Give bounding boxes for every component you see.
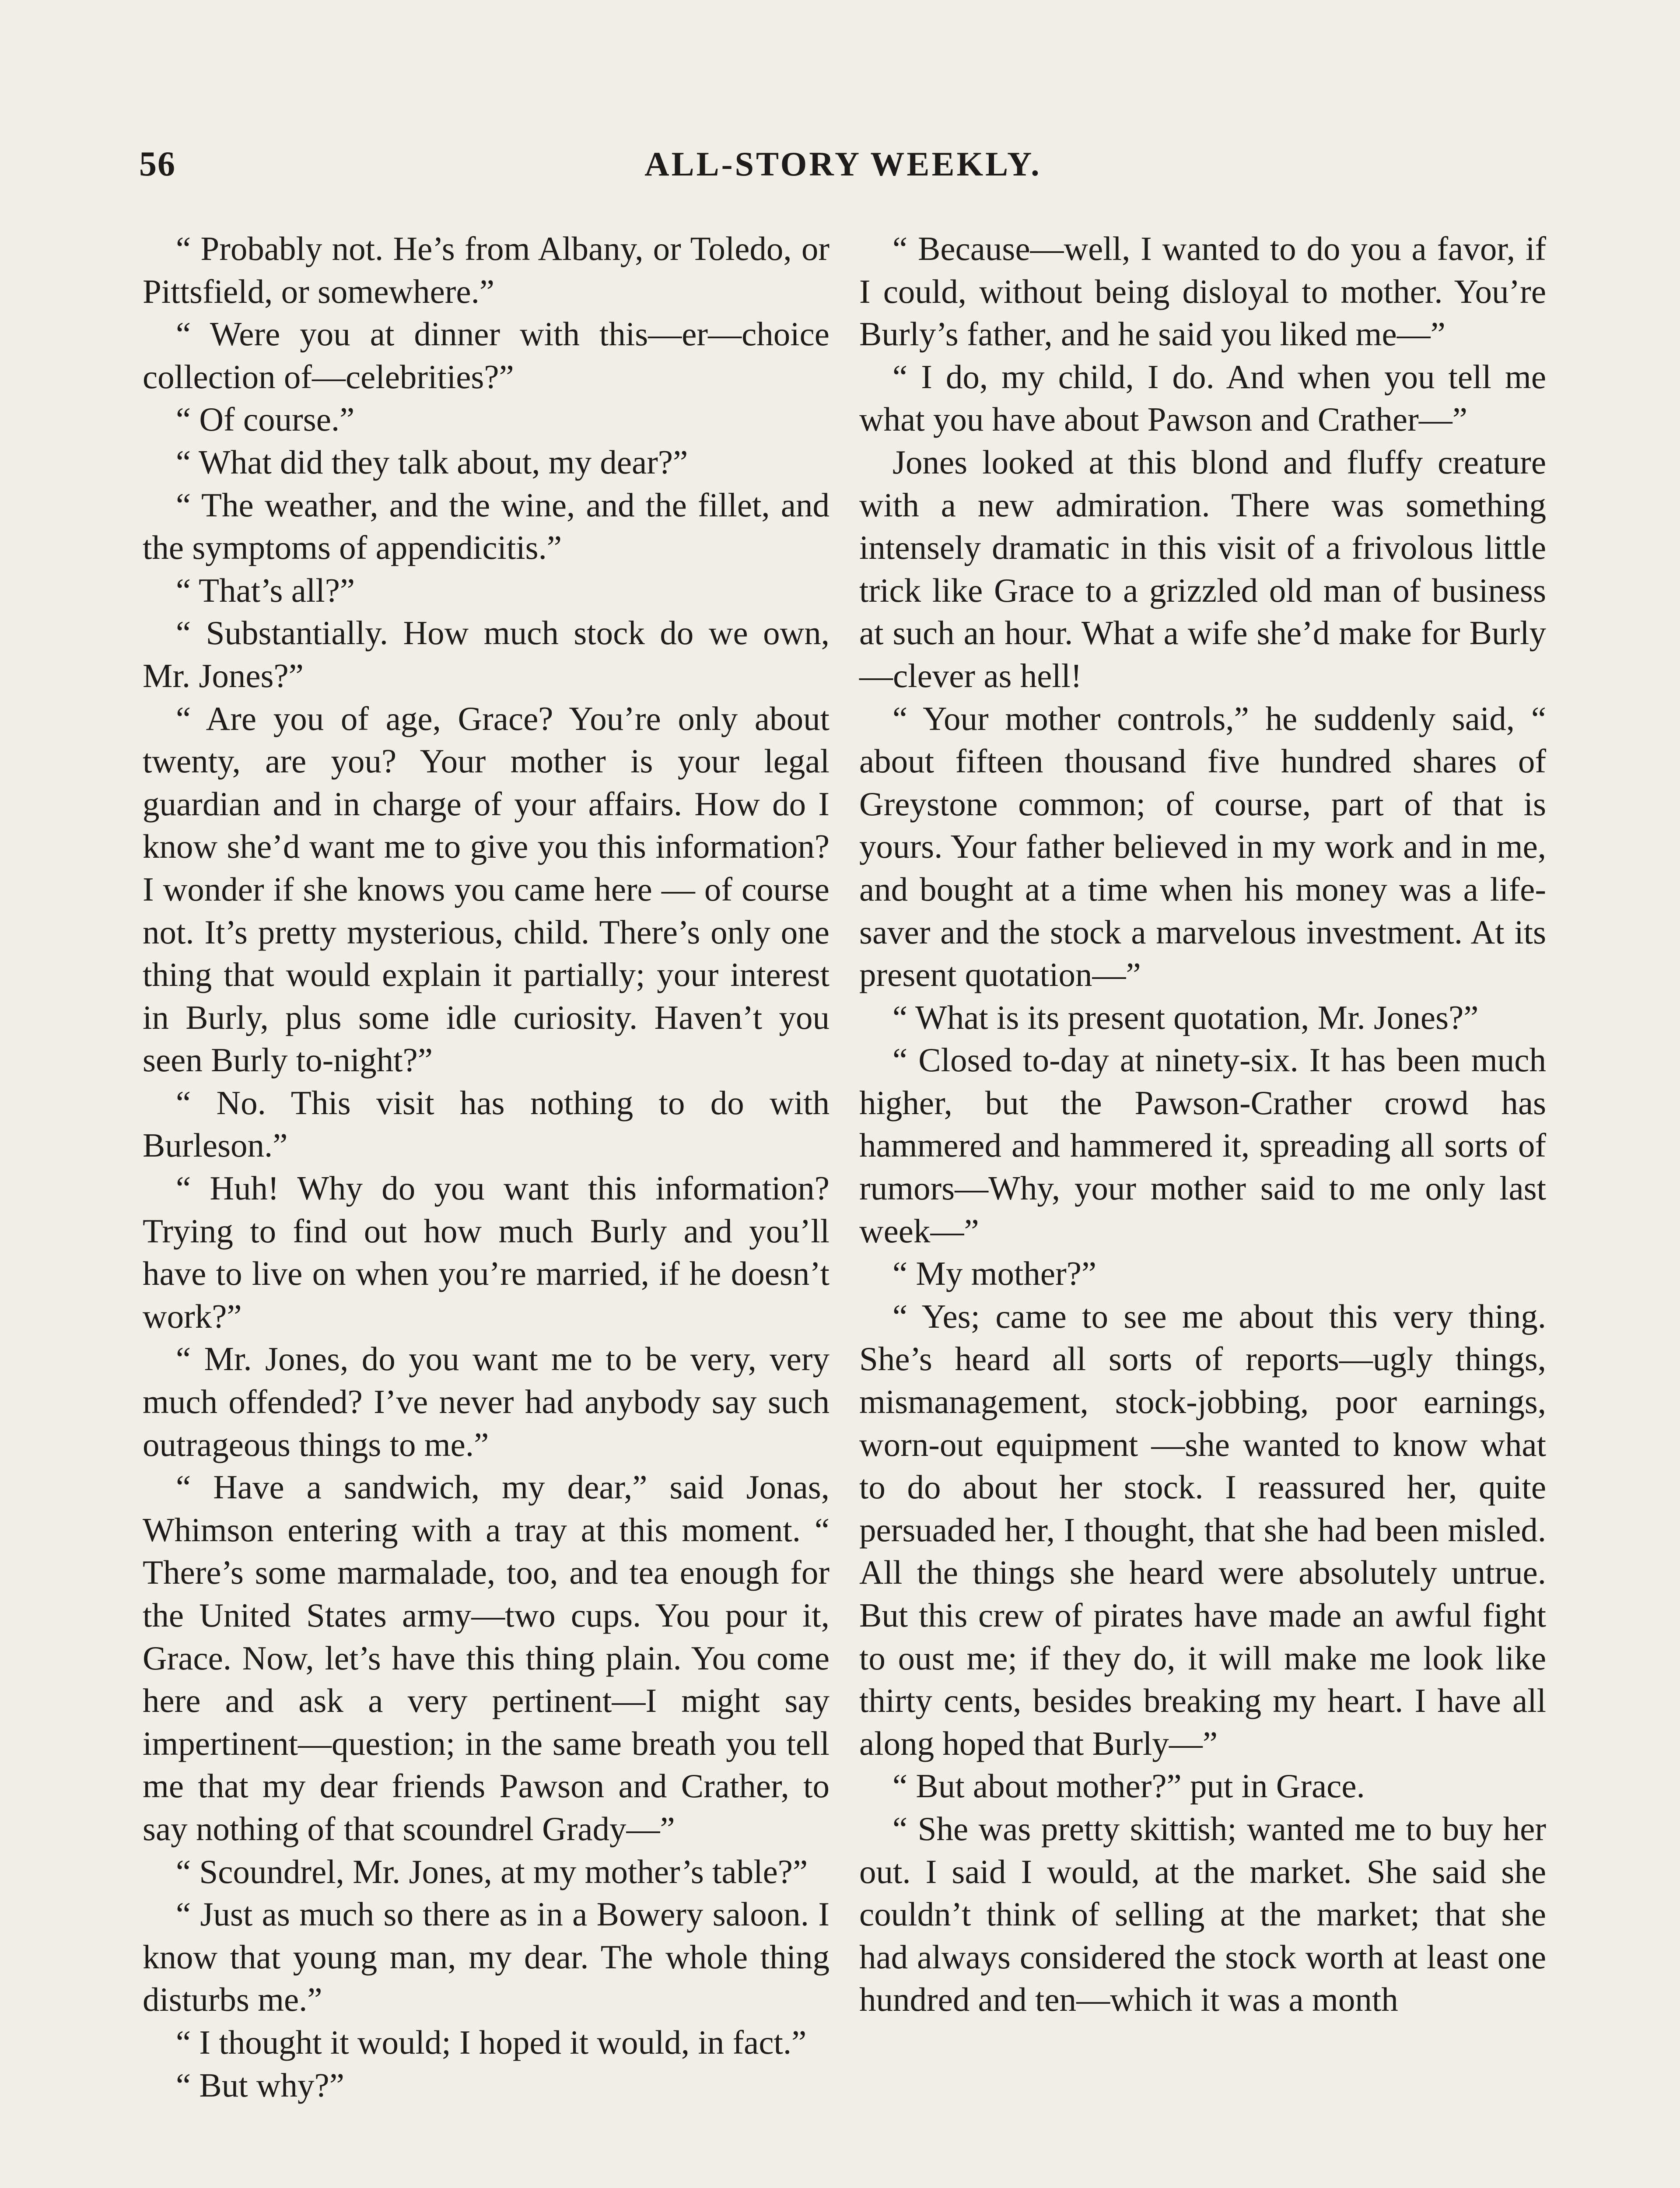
paragraph: “ That’s all?” <box>176 571 355 609</box>
paragraph: “ I do, my child, I do. And when you tell me what you have about Pawson and Crather—” <box>859 358 1546 438</box>
paragraph: “ But why?” <box>176 2066 344 2104</box>
paragraph: “ Closed to-day at ninety-six. It has been much higher, but the Pawson-Crather crowd has hammered and hammered it, spreading all sorts of rumors—Why, your mother said to me only last week—” <box>859 1041 1546 1250</box>
paragraph: “ Yes; came to see me about this very thing. She’s heard all sorts of reports—ugly things, mismanagement, stock-jobbing, poor earnings, worn-out equipment —she wanted to know what to do about her stock. I reassured her, quite persuaded her, I thought, that she had been misled. All the things she heard were absolutely untrue. But this crew of pirates have made an awful fight to oust me; if they do, it will make me look like thirty cents, besides breaking my heart. I have all along hoped that Burly—” <box>859 1297 1546 1762</box>
paragraph: “ Probably not. He’s from Albany, or Toledo, or Pittsfield, or somewhere.” <box>143 230 830 310</box>
paragraph: “ Mr. Jones, do you want me to be very, very much offended? I’ve never had anybody say such outrageous things to me.” <box>143 1340 830 1463</box>
paragraph: “ What is its present quotation, Mr. Jones?” <box>892 998 1479 1036</box>
paragraph: “ Were you at dinner with this—er—choice collection of—celebrities?” <box>143 315 830 396</box>
paragraph: “ Because—well, I wanted to do you a favor, if I could, without being disloyal to mother. You’re Burly’s father, and he said you liked me—” <box>859 230 1546 353</box>
paragraph: “ No. This visit has nothing to do with Burleson.” <box>143 1083 830 1164</box>
paragraph: “ Substantially. How much stock do we own, Mr. Jones?” <box>143 614 830 694</box>
page-number: 56 <box>139 145 176 183</box>
paragraph: “ Just as much so there as in a Bowery saloon. I know that young man, my dear. The whole thing disturbs me.” <box>143 1895 830 2019</box>
paragraph: “ My mother?” <box>892 1255 1097 1293</box>
paragraph: “ Have a sandwich, my dear,” said Jonas, Whimson entering with a tray at this moment. “ There’s some marmalade, too, and tea enough for the United States army—two cups. You pour it, Grace. Now, let’s have this thing plain. You come here and ask a very pertinent—I might say impertinent—question; in the same breath you tell me that my dear friends Pawson and Crather, to say nothing of that scoundrel Grady—” <box>143 1468 830 1848</box>
paragraph: “ Huh! Why do you want this information? Trying to find out how much Burly and you’ll have to live on when you’re married, if he doesn’t work?” <box>143 1169 830 1335</box>
paragraph: “ Are you of age, Grace? You’re only about twenty, are you? Your mother is your legal guardian and in charge of your affairs. How do I know she’d want me to give you this information? I wonder if she knows you came here — of course not. It’s pretty mysterious, child. There’s only one thing that would explain it partially; your interest in Burly, plus some idle curiosity. Haven’t you seen Burly to-night?” <box>143 699 830 1079</box>
paragraph: “ Of course.” <box>176 400 355 438</box>
paragraph: Jones looked at this blond and fluffy creature with a new admiration. There was something intensely dramatic in this visit of a frivolous little trick like Grace to a grizzled old man of business at such an hour. What a wife she’d make for Burly—clever as hell! <box>859 443 1546 694</box>
paragraph: “ What did they talk about, my dear?” <box>176 443 688 481</box>
paragraph: “ She was pretty skittish; wanted me to buy her out. I said I would, at the market. She said she couldn’t think of selling at the market; that she had always considered the stock worth at least one hundred and ten—which it was a month <box>859 1809 1546 2019</box>
paragraph: “ The weather, and the wine, and the fillet, and the symptoms of appendicitis.” <box>143 486 830 567</box>
running-head: ALL-STORY WEEKLY. <box>644 145 1042 183</box>
left-column <box>143 228 830 2107</box>
paragraph: “ Your mother controls,” he suddenly said, “ about fifteen thousand five hundred shares of Greystone common; of course, part of that is yours. Your father believed in my work and in me, and bought at a time when his money was a life-saver and the stock a marvelous investment. At its present quotation—” <box>859 699 1546 994</box>
paragraph: “ I thought it would; I hoped it would, in fact.” <box>176 2023 807 2061</box>
page-header <box>139 144 1547 197</box>
paragraph: “ Scoundrel, Mr. Jones, at my mother’s table?” <box>176 1852 808 1890</box>
right-column <box>859 228 1546 2021</box>
paragraph: “ But about mother?” put in Grace. <box>892 1767 1365 1805</box>
